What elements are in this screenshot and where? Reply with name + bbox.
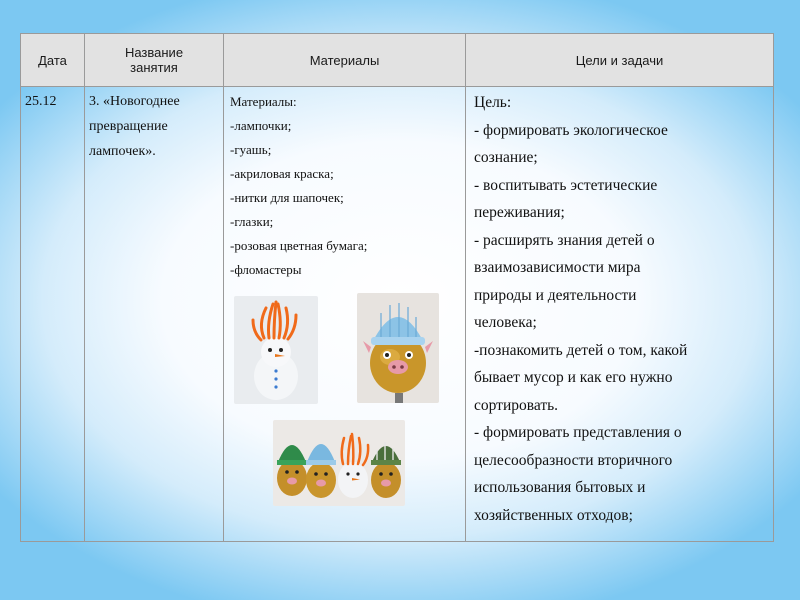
title-line: 3. «Новогоднее bbox=[89, 94, 180, 109]
title-line: лампочек». bbox=[89, 144, 156, 159]
goals-line: целесообразности вторичного bbox=[474, 451, 673, 469]
goals-line: бывает мусор и как его нужно bbox=[474, 369, 673, 386]
pig-bulb-photo bbox=[357, 293, 439, 403]
goals-line: сортировать. bbox=[474, 396, 559, 414]
goals-line: взаимозависимости мира bbox=[474, 259, 641, 276]
goals-line: - расширять знания детей о bbox=[474, 231, 655, 249]
goals-line: переживания; bbox=[474, 204, 565, 221]
goals-line: хозяйственных отходов; bbox=[474, 506, 633, 524]
header-title: Название занятия bbox=[124, 45, 184, 75]
goals-line: - формировать экологическое bbox=[474, 121, 668, 139]
snowman-bulb-photo bbox=[234, 296, 318, 404]
header-date: Дата bbox=[38, 52, 67, 68]
date-text: 25.12 bbox=[25, 94, 57, 109]
materials-line: -лампочки; bbox=[230, 118, 292, 133]
cell-title bbox=[85, 87, 223, 541]
header-goals: Цели и задачи bbox=[575, 52, 664, 68]
goals-line: природы и деятельности bbox=[474, 286, 637, 304]
goals-line: человека; bbox=[474, 314, 537, 331]
materials-line: Материалы: bbox=[230, 94, 297, 109]
goals-line: Цель: bbox=[474, 94, 512, 111]
cell-goals bbox=[466, 87, 773, 541]
header-materials: Материалы bbox=[309, 52, 380, 68]
materials-line: -розовая цветная бумага; bbox=[230, 238, 368, 253]
materials-line: -фломастеры bbox=[230, 262, 302, 277]
goals-line: использования бытовых и bbox=[474, 479, 646, 496]
materials-line: -гуашь; bbox=[230, 142, 272, 157]
title-line: превращение bbox=[89, 119, 168, 134]
cell-date bbox=[21, 87, 84, 541]
goals-line: - воспитывать эстетические bbox=[474, 176, 658, 194]
materials-line: -нитки для шапочек; bbox=[230, 190, 344, 205]
goals-line: - формировать представления о bbox=[474, 424, 682, 441]
materials-line: -глазки; bbox=[230, 214, 274, 229]
goals-line: сознание; bbox=[474, 149, 538, 166]
bulb-group-photo bbox=[273, 420, 405, 506]
materials-line: -акриловая краска; bbox=[230, 166, 334, 181]
goals-line: -познакомить детей о том, какой bbox=[474, 341, 688, 359]
